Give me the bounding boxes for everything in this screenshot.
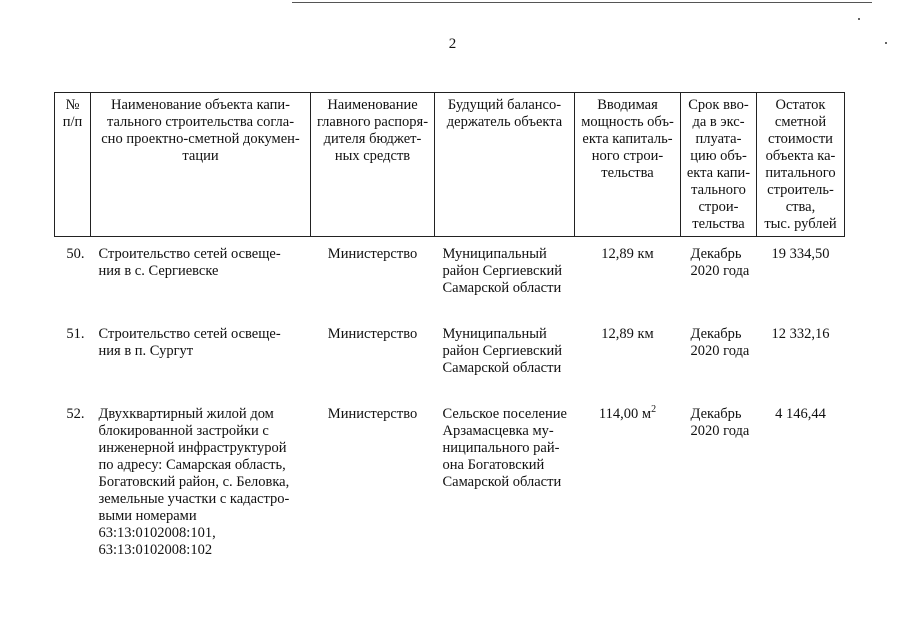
capacity (575, 317, 681, 397)
table-row (55, 397, 845, 559)
object-name-line: Двухквартирный жилой дом (98, 406, 274, 422)
capacity-unit-exponent: 2 (651, 404, 657, 416)
header-line: тации (182, 148, 219, 164)
object-name-line: ния в с. Сергиевске (98, 263, 219, 279)
date-line: Декабрь (690, 326, 742, 342)
table-row (55, 317, 845, 397)
header-line: строи- (698, 199, 739, 215)
future-holder (435, 317, 575, 397)
budget-manager: Министерство (327, 326, 418, 342)
objects-table (54, 92, 845, 559)
object-name-line: блокированной застройки с (98, 423, 269, 439)
header-line: плуата- (695, 131, 742, 147)
header-object-name (91, 93, 311, 237)
header-line: Срок вво- (688, 97, 749, 113)
remaining-cost: 19 334,50 (771, 246, 830, 262)
header-line: № (65, 97, 80, 113)
row-number: 52. (66, 406, 85, 422)
object-name-line: инженерной инфраструктурой (98, 440, 287, 456)
header-line: Остаток (775, 97, 826, 113)
header-line: ных средств (334, 148, 411, 164)
commissioning-date (681, 317, 757, 397)
header-line: питального (765, 165, 836, 181)
object-name-line: Строительство сетей освеще- (98, 246, 281, 262)
remaining-cost: 12 332,16 (771, 326, 830, 342)
object-name-line: Богатовский район, с. Беловка, (98, 474, 290, 490)
date-line: Декабрь (690, 246, 742, 262)
table-row (55, 237, 845, 318)
commissioning-date (681, 237, 757, 318)
header-line: екта капиталь- (582, 131, 673, 147)
header-line: тельства (692, 216, 745, 232)
holder-line: Самарской области (442, 360, 562, 376)
header-line: цию объ- (690, 148, 747, 164)
header-line: стоимости (768, 131, 833, 147)
object-name-line: ния в п. Сургут (98, 343, 194, 359)
holder-line: район Сергиевский (442, 263, 563, 279)
header-line: тыс. рублей (764, 216, 837, 232)
holder-line: Муниципальный (442, 246, 547, 262)
header-line: строитель- (767, 182, 834, 198)
header-line: держатель объекта (446, 114, 563, 130)
header-line: Будущий балансо- (447, 97, 562, 113)
header-line: тельства (601, 165, 654, 181)
object-name-line: по адресу: Самарская область, (98, 457, 286, 473)
holder-line: Арзамасцевка му- (442, 423, 554, 439)
commissioning-date (681, 397, 757, 559)
header-line: объекта ка- (765, 148, 836, 164)
row-number: 50. (66, 246, 85, 262)
capacity-value: 12,89 км (601, 246, 654, 262)
header-line: Наименование объекта капи- (110, 97, 290, 113)
object-name (91, 397, 311, 559)
holder-line: район Сергиевский (442, 343, 563, 359)
page-number: 2 (448, 36, 457, 52)
header-budget-manager (311, 93, 435, 237)
header-line: сно проектно-сметной докумен- (101, 131, 300, 147)
holder-line: ниципального рай- (442, 440, 560, 456)
object-name (91, 237, 311, 318)
header-line: главного распоря- (316, 114, 429, 130)
future-holder (435, 237, 575, 318)
header-line: мощность объ- (581, 114, 674, 130)
header-number (55, 93, 91, 237)
capacity-value: 12,89 км (601, 326, 654, 342)
header-line: тального (691, 182, 746, 198)
date-line: 2020 года (690, 423, 750, 439)
date-line: 2020 года (690, 343, 750, 359)
header-line: тального строительства согла- (106, 114, 295, 130)
object-name-line: выми номерами (98, 508, 197, 524)
header-capacity (575, 93, 681, 237)
header-remaining-cost (757, 93, 845, 237)
header-future-holder (435, 93, 575, 237)
budget-manager: Министерство (327, 246, 418, 262)
budget-manager: Министерство (327, 406, 418, 422)
capacity (575, 237, 681, 318)
holder-line: Сельское поселение (442, 406, 567, 422)
object-name-line: Строительство сетей освеще- (98, 326, 281, 342)
table-header (55, 93, 845, 237)
object-name-line: земельные участки с кадастро- (98, 491, 290, 507)
holder-line: Самарской области (442, 474, 562, 490)
header-line: екта капи- (686, 165, 751, 181)
header-commissioning-date (681, 93, 757, 237)
scan-dot (858, 18, 860, 20)
header-line: сметной (774, 114, 827, 130)
date-line: Декабрь (690, 406, 742, 422)
holder-line: Муниципальный (442, 326, 547, 342)
table-body (55, 237, 845, 560)
top-rule (292, 2, 872, 3)
date-line: 2020 года (690, 263, 750, 279)
header-row (55, 93, 845, 237)
capacity-value: 114,00 м (598, 406, 652, 422)
row-number: 51. (66, 326, 85, 342)
holder-line: Самарской области (442, 280, 562, 296)
object-name-line: 63:13:0102008:102 (98, 542, 213, 558)
future-holder (435, 397, 575, 559)
holder-line: она Богатовский (442, 457, 545, 473)
object-name (91, 317, 311, 397)
header-line: Вводимая (597, 97, 658, 113)
object-name-line: 63:13:0102008:101, (98, 525, 216, 541)
capacity (575, 397, 681, 559)
header-line: п/п (62, 114, 83, 130)
header-line: ства, (785, 199, 816, 215)
remaining-cost: 4 146,44 (775, 406, 826, 422)
header-line: Наименование (327, 97, 418, 113)
header-line: дителя бюджет- (323, 131, 422, 147)
header-line: ного строи- (591, 148, 664, 164)
header-line: да в экс- (692, 114, 745, 130)
